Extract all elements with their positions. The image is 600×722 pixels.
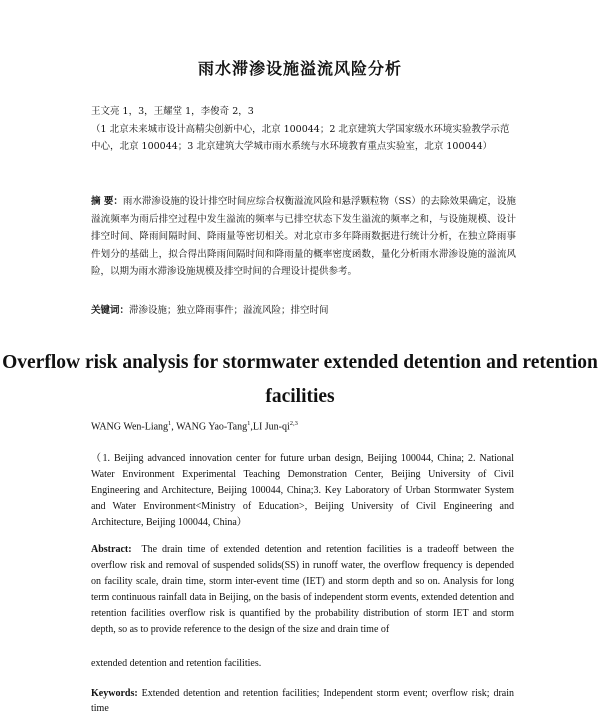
chinese-abstract-label: 摘 要： bbox=[91, 196, 123, 207]
author-name: WANG Wen-Liang bbox=[91, 421, 169, 433]
author-affil-sup: 2,3 bbox=[289, 420, 298, 427]
english-abstract-text: The drain time of extended detention and retention facilities is a tradeoff between the overflow risk and removal of suspended solids(SS) in runoff water, the overflow frequency is depended on facility scale, drain time, storm inter-event time (IET) and storm depth and so on. Analysis for long term continuous rainfall data in Beijing, on the basis of independent storm events, extended detention and retention facilities overflow risk is quantified by the probability distribution of storm IET and storm depth, so as to provide reference to the design of the size and drain time of bbox=[91, 544, 515, 635]
chinese-affiliations: （1 北京未来城市设计高精尖创新中心，北京 100044；2 北京建筑大学国家级水环境实验教学示范中心，北京 100044；3 北京建筑大学城市雨水系统与水环境教育重点实验室，北京 100044） bbox=[91, 124, 510, 152]
english-abstract bbox=[91, 542, 514, 638]
author-name: LI Jun-qi bbox=[252, 421, 290, 433]
author-name: WANG Yao-Tang bbox=[176, 421, 248, 433]
english-keywords bbox=[91, 686, 514, 716]
chinese-authors: 王文亮 1，3，王耀堂 1，李俊奇 2，3 bbox=[91, 106, 254, 117]
chinese-title: 雨水滞渗设施溢流风险分析 bbox=[197, 59, 402, 78]
author-affil-sup: 1 bbox=[247, 420, 251, 427]
author-affil-sup: 1 bbox=[168, 420, 172, 427]
chinese-keywords bbox=[91, 302, 516, 316]
english-abstract-continuation: extended detention and retention facilities. bbox=[91, 658, 262, 669]
english-title: Overflow risk analysis for stormwater extended detention and retention facilities bbox=[2, 352, 598, 407]
chinese-abstract-text: 雨水滞渗设施的设计排空时间应综合权衡溢流风险和悬浮颗粒物（SS）的去除效果确定，设施溢流频率为雨后排空过程中发生溢流的频率与已排空状态下发生溢流的频率之和，与设施规模、设计排空时间、降雨间隔时间、降雨量等密切相关。对北京市多年降雨数据进行统计分析，在独立降雨事件划分的基础上，拟合得出降雨间隔时间和降雨量的概率密度函数，量化分析雨水滞渗设施的溢流风险，以期为雨水滞渗设施规模及排空时间的合理设计提供参考。 bbox=[91, 196, 516, 277]
chinese-abstract bbox=[91, 193, 516, 281]
english-keywords-text: Extended detention and retention facilities; Independent storm event; overflow risk; drain time bbox=[91, 688, 514, 714]
english-keywords-label: Keywords: bbox=[91, 688, 138, 699]
english-authors: WANG Wen-Liang$^1$, WANG Yao-Tang$^1$,LI Jun-qi$^{2,3}$ bbox=[91, 420, 298, 433]
chinese-keywords-label: 关键词： bbox=[91, 305, 130, 316]
chinese-keywords-text: 滞渗设施；独立降雨事件；溢流风险；排空时间 bbox=[129, 305, 329, 316]
english-abstract-label: Abstract: bbox=[91, 544, 132, 555]
english-affiliations: （1. Beijing advanced innovation center for future urban design, Beijing 100044, China; 2. National Water Environment Experimental Teaching Demonstration Center, Beijing University of Civil Engineering and Architecture, Beijing 100044, China;3. Key Laboratory of Urban Stormwater System and Water Environment<Ministry of Education>, Beijing University of Civil Engineering and Architecture, Beijing 100044, China） bbox=[91, 453, 514, 528]
